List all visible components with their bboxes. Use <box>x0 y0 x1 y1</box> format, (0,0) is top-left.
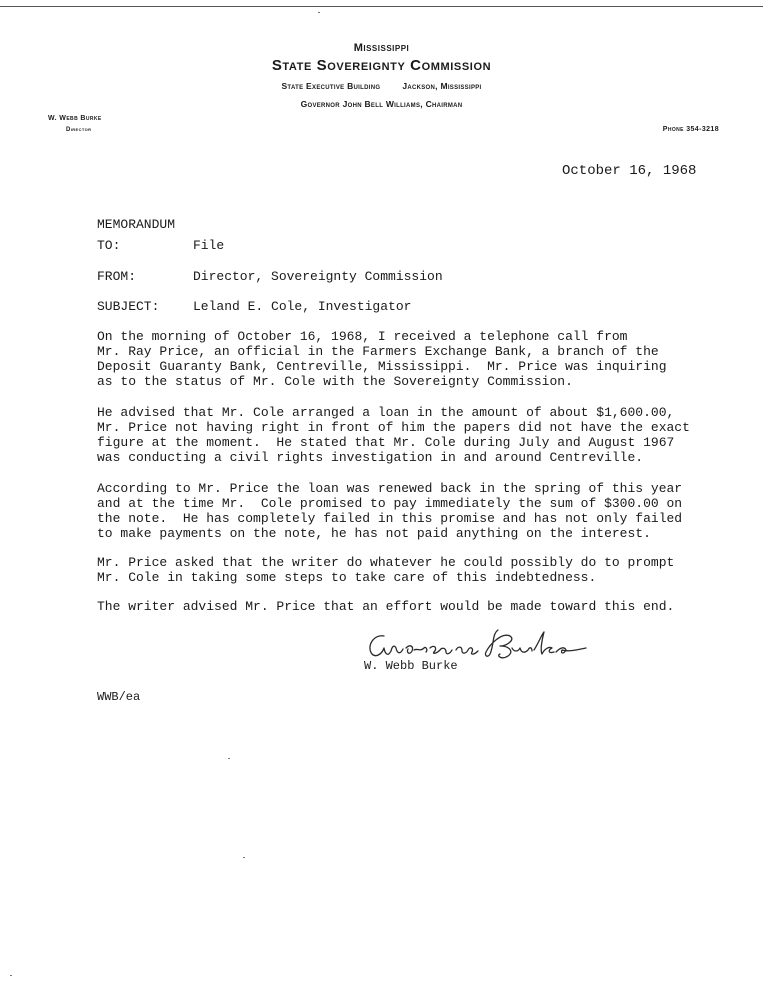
body-paragraph-3 <box>97 481 707 541</box>
body-line: Mr. Cole in taking some steps to take care of this indebtedness. <box>97 570 597 585</box>
memo-date: October 16, 1968 <box>562 163 697 179</box>
letterhead-agency: State Sovereignty Commission <box>271 57 492 74</box>
body-line: Mr. Ray Price, an official in the Farmers Exchange Bank, a branch of the <box>97 344 659 359</box>
letterhead-governor: Governor John Bell Williams, Chairman <box>300 99 463 109</box>
from-label: FROM: <box>97 269 137 284</box>
body-line: to make payments on the note, he has not paid anything on the interest. <box>97 526 651 541</box>
scan-speck <box>10 975 12 976</box>
scan-speck <box>243 857 245 858</box>
letterhead-building: State Executive Building <box>281 81 381 91</box>
body-line: Deposit Guaranty Bank, Centreville, Mississippi. Mr. Price was inquiring <box>97 359 667 374</box>
letterhead-address <box>0 81 763 91</box>
from-value: Director, Sovereignty Commission <box>193 269 443 284</box>
body-line: Mr. Price asked that the writer do whatever he could possibly do to prompt <box>97 555 675 570</box>
letterhead-state: Mississippi <box>353 42 410 54</box>
subject-label: SUBJECT: <box>97 299 160 314</box>
subject-value: Leland E. Cole, Investigator <box>193 299 412 314</box>
body-line: as to the status of Mr. Cole with the Sovereignty Commission. <box>97 374 573 389</box>
body-line: According to Mr. Price the loan was renewed back in the spring of this year <box>97 481 683 496</box>
letterhead-director-name: W. Webb Burke <box>48 115 102 122</box>
body-line: The writer advised Mr. Price that an effort would be made toward this end. <box>97 599 675 614</box>
body-paragraph-5 <box>97 599 707 614</box>
body-line: was conducting a civil rights investigation in and around Centreville. <box>97 450 644 465</box>
body-line: Mr. Price not having right in front of him the papers did not have the exact <box>97 420 690 435</box>
scan-speck <box>318 12 320 13</box>
body-line: On the morning of October 16, 1968, I received a telephone call from <box>97 329 628 344</box>
to-value: File <box>193 238 225 253</box>
body-paragraph-1 <box>97 329 707 389</box>
reference-initials: WWB/ea <box>97 690 141 704</box>
top-edge-rule <box>0 6 763 7</box>
handwritten-signature <box>362 624 594 664</box>
letterhead-city: Jackson, Mississippi <box>402 81 482 91</box>
to-label: TO: <box>97 238 121 253</box>
body-line: figure at the moment. He stated that Mr. Cole during July and August 1967 <box>97 435 675 450</box>
body-line: He advised that Mr. Cole arranged a loan in the amount of about $1,600.00, <box>97 405 675 420</box>
letterhead-director-title: Director <box>66 127 92 133</box>
letterhead-phone: Phone 354-3218 <box>662 126 719 133</box>
memo-heading: MEMORANDUM <box>97 217 176 232</box>
scan-speck <box>228 758 230 759</box>
body-paragraph-4 <box>97 555 707 585</box>
body-paragraph-2 <box>97 405 707 465</box>
body-line: and at the time Mr. Cole promised to pay immediately the sum of $300.00 on <box>97 496 683 511</box>
signer-name: W. Webb Burke <box>364 659 458 673</box>
body-line: the note. He has completely failed in this promise and has not only failed <box>97 511 683 526</box>
